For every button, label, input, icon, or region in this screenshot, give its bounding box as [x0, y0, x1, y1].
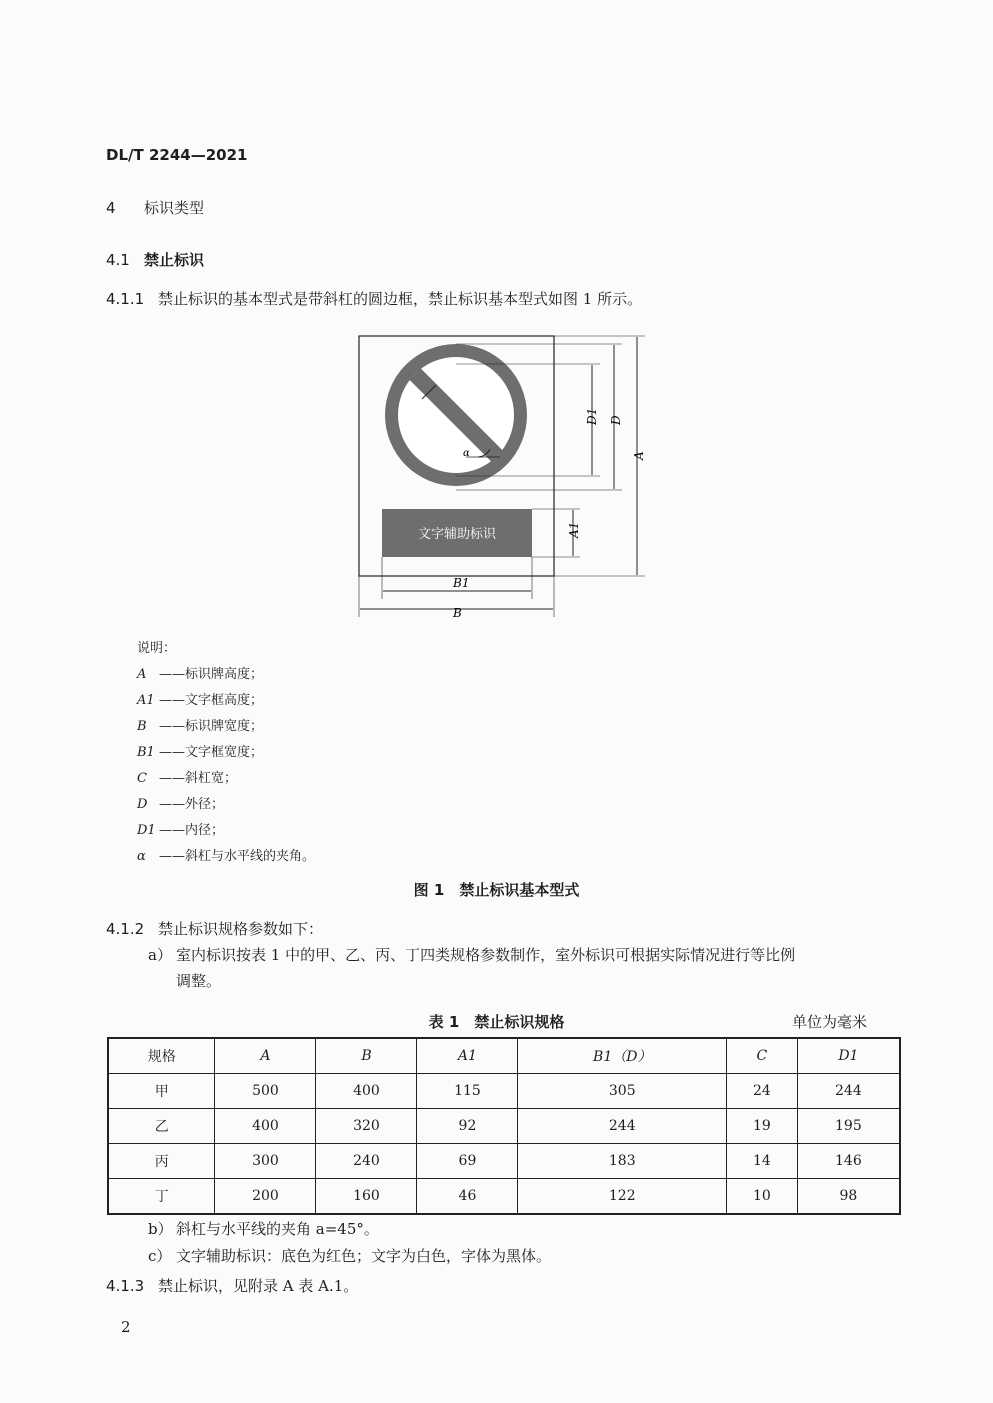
- page-number: 2: [121, 1318, 131, 1336]
- table-cell: 46: [417, 1179, 518, 1215]
- clause-number: 4.1.2: [106, 920, 145, 938]
- header-cell: C: [727, 1038, 798, 1074]
- list-item-b: [148, 1216, 908, 1242]
- list-label: b）: [148, 1220, 173, 1238]
- list-item-a: [148, 942, 908, 968]
- table-row: [108, 1109, 900, 1144]
- b1-label: B1: [453, 576, 470, 590]
- table-cell: 195: [797, 1109, 900, 1144]
- table-cell: 122: [518, 1179, 727, 1215]
- table-cell: 19: [727, 1109, 798, 1144]
- table-cell: 24: [727, 1074, 798, 1109]
- table-cell: 500: [215, 1074, 316, 1109]
- table-cell: 92: [417, 1109, 518, 1144]
- list-text: 斜杠与水平线的夹角 a=45°。: [176, 1220, 379, 1238]
- legend-item: B1 ——文字框宽度；: [137, 745, 264, 760]
- d-label: D: [609, 415, 623, 425]
- table-cell: 200: [215, 1179, 316, 1215]
- section-title: 禁止标识: [144, 251, 205, 269]
- legend-item: D ——外径；: [137, 797, 225, 812]
- clause-text: 禁止标识规格参数如下：: [158, 920, 324, 938]
- figure-caption: 图 1 禁止标识基本型式: [413, 881, 580, 899]
- table-cell: 183: [518, 1144, 727, 1179]
- alpha-label: α: [463, 448, 470, 459]
- legend-item: D1 ——内径；: [137, 823, 225, 838]
- text-box-label: 文字辅助标识: [417, 527, 497, 542]
- table-cell: 244: [797, 1074, 900, 1109]
- table-cell: 305: [518, 1074, 727, 1109]
- clause-text: 禁止标识的基本型式是带斜杠的圆边框，禁止标识基本型式如图 1 所示。: [158, 290, 643, 308]
- legend-item: B ——标识牌宽度；: [137, 719, 264, 734]
- list-item-a-continued: 调整。: [176, 972, 222, 990]
- section-heading-4-1: [106, 249, 204, 270]
- legend-item: α ——斜杠与水平线的夹角。: [137, 849, 316, 864]
- a-label: A: [632, 451, 646, 460]
- list-label: c）: [148, 1247, 172, 1265]
- table-cell: 240: [316, 1144, 417, 1179]
- table-cell: 甲: [108, 1074, 215, 1109]
- table-cell: 146: [797, 1144, 900, 1179]
- list-label: a）: [148, 946, 172, 964]
- table-caption: 表 1 禁止标识规格: [428, 1013, 565, 1031]
- table-cell: 乙: [108, 1109, 215, 1144]
- table-cell: 丁: [108, 1179, 215, 1215]
- table-cell: 320: [316, 1109, 417, 1144]
- table-cell: 244: [518, 1109, 727, 1144]
- table-cell: 160: [316, 1179, 417, 1215]
- spec-table: [107, 1037, 901, 1215]
- header-cell: A1: [417, 1038, 518, 1074]
- header-cell: B: [316, 1038, 417, 1074]
- table-cell: 10: [727, 1179, 798, 1215]
- header-cell: A: [215, 1038, 316, 1074]
- list-text: 文字辅助标识：底色为红色；文字为白色，字体为黑体。: [176, 1247, 552, 1265]
- legend-title: 说明：: [137, 641, 177, 656]
- clause-text: 禁止标识，见附录 A 表 A.1。: [158, 1277, 359, 1295]
- table-cell: 69: [417, 1144, 518, 1179]
- table-cell: 115: [417, 1074, 518, 1109]
- table-cell: 98: [797, 1179, 900, 1215]
- table-cell: 丙: [108, 1144, 215, 1179]
- a1-label: A1: [567, 521, 581, 538]
- clause-number: 4.1.1: [106, 290, 145, 308]
- header-cell: B1（D）: [518, 1038, 727, 1074]
- table-row: [108, 1179, 900, 1215]
- paragraph-4-1-1: [106, 286, 642, 312]
- list-text: 室内标识按表 1 中的甲、乙、丙、丁四类规格参数制作，室外标识可根据实际情况进行等比例: [176, 946, 796, 964]
- legend-item: C ——斜杠宽；: [137, 771, 238, 786]
- table-cell: 14: [727, 1144, 798, 1179]
- legend-item: A ——标识牌高度；: [137, 667, 264, 682]
- d1-label: D1: [585, 407, 599, 425]
- table-cell: 300: [215, 1144, 316, 1179]
- clause-number: 4.1.3: [106, 1277, 145, 1295]
- header-cell: D1: [797, 1038, 900, 1074]
- table-row: [108, 1144, 900, 1179]
- document-code: DL/T 2244—2021: [106, 146, 248, 164]
- table-row: [108, 1074, 900, 1109]
- section-title: 标识类型: [144, 199, 205, 217]
- section-heading-4: [106, 197, 204, 218]
- list-item-c: [148, 1243, 908, 1269]
- b-label: B: [453, 606, 462, 620]
- section-number: 4: [106, 199, 116, 217]
- figure-legend: [137, 636, 315, 870]
- prohibition-sign-figure: [340, 325, 660, 625]
- legend-item: A1 ——文字框高度；: [137, 693, 264, 708]
- paragraph-4-1-2: [106, 916, 323, 942]
- header-cell: 规格: [108, 1038, 215, 1074]
- table-cell: 400: [215, 1109, 316, 1144]
- section-number: 4.1: [106, 251, 130, 269]
- paragraph-4-1-3: [106, 1273, 358, 1299]
- table-unit: 单位为毫米: [792, 1013, 868, 1031]
- table-header-row: [108, 1038, 900, 1074]
- table-cell: 400: [316, 1074, 417, 1109]
